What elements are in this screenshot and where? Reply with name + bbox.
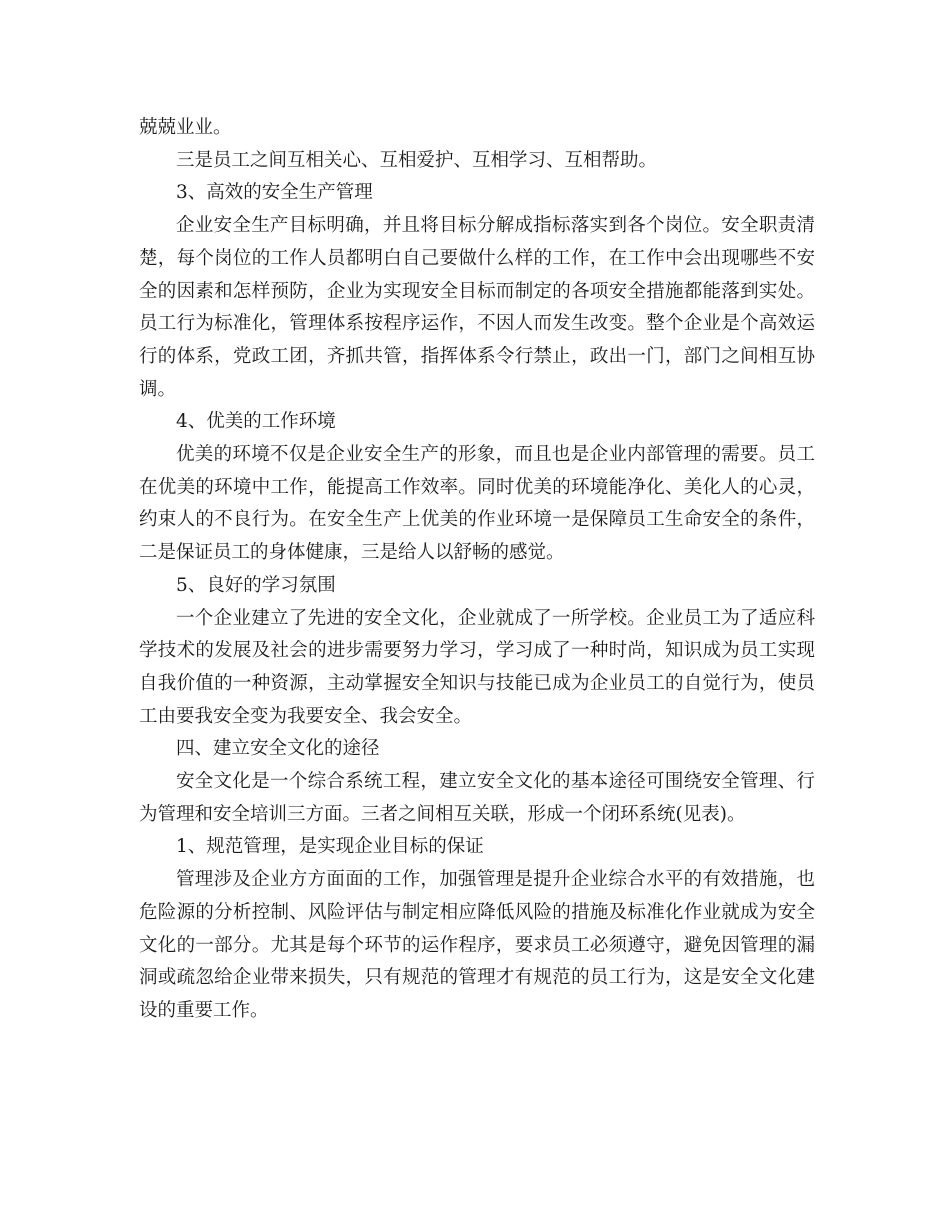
paragraph-efficient-management: 企业安全生产目标明确，并且将目标分解成指标落实到各个岗位。安全职责清楚，每个岗位的工作人员都明白自己要做什么样的工作，在工作中会出现哪些不安全的因素和怎样预防，企业为实现安全目标而制定的各项安全措施都能落到实处。员工行为标准化，管理体系按程序运作，不因人而发生改变。整个企业是个高效运行的体系，党政工团，齐抓共管，指挥体系令行禁止，政出一门，部门之间相互协调。 bbox=[139, 215, 815, 400]
heading-section-four: 四、建立安全文化的途径 bbox=[176, 738, 380, 760]
heading-learning-atmosphere: 5、良好的学习氛围 bbox=[176, 574, 336, 596]
paragraph-continuation: 兢兢业业。 bbox=[139, 117, 232, 138]
paragraph-section-four: 安全文化是一个综合系统工程，建立安全文化的基本途径可围绕安全管理、行为管理和安全培训三方面。三者之间相互关联，形成一个闭环系统(见表)。 bbox=[139, 771, 815, 825]
paragraph-mutual-help: 三是员工之间互相关心、互相爱护、互相学习、互相帮助。 bbox=[176, 149, 658, 171]
paragraph-work-environment: 优美的环境不仅是企业安全生产的形象，而且也是企业内部管理的需要。员工在优美的环境中工作，能提高工作效率。同时优美的环境能净化、美化人的心灵，约束人的不良行为。在安全生产上优美的作业环境一是保障员工生命安全的条件，二是保证员工的身体健康，三是给人以舒畅的感觉。 bbox=[139, 444, 815, 564]
heading-work-environment: 4、优美的工作环境 bbox=[176, 411, 336, 433]
paragraph-learning-atmosphere: 一个企业建立了先进的安全文化，企业就成了一所学校。企业员工为了适应科学技术的发展及社会的进步需要努力学习，学习成了一种时尚，知识成为员工实现自我价值的一种资源，主动掌握安全知识与技能已成为企业员工的自觉行为，使员工由要我安全变为我要安全、我会安全。 bbox=[139, 607, 815, 727]
heading-standard-management: 1、规范管理，是实现企业目标的保证 bbox=[176, 836, 484, 858]
heading-efficient-management: 3、高效的安全生产管理 bbox=[176, 182, 373, 204]
paragraph-standard-management: 管理涉及企业方方面面的工作，加强管理是提升企业综合水平的有效措施，也危险源的分析控制、风险评估与制定相应降低风险的措施及标准化作业就成为安全文化的一部分。尤其是每个环节的运作程序，要求员工必须遵守，避免因管理的漏洞或疏忽给企业带来损失，只有规范的管理才有规范的员工行为，这是安全文化建设的重要工作。 bbox=[139, 869, 815, 1021]
document-body bbox=[139, 112, 815, 1028]
